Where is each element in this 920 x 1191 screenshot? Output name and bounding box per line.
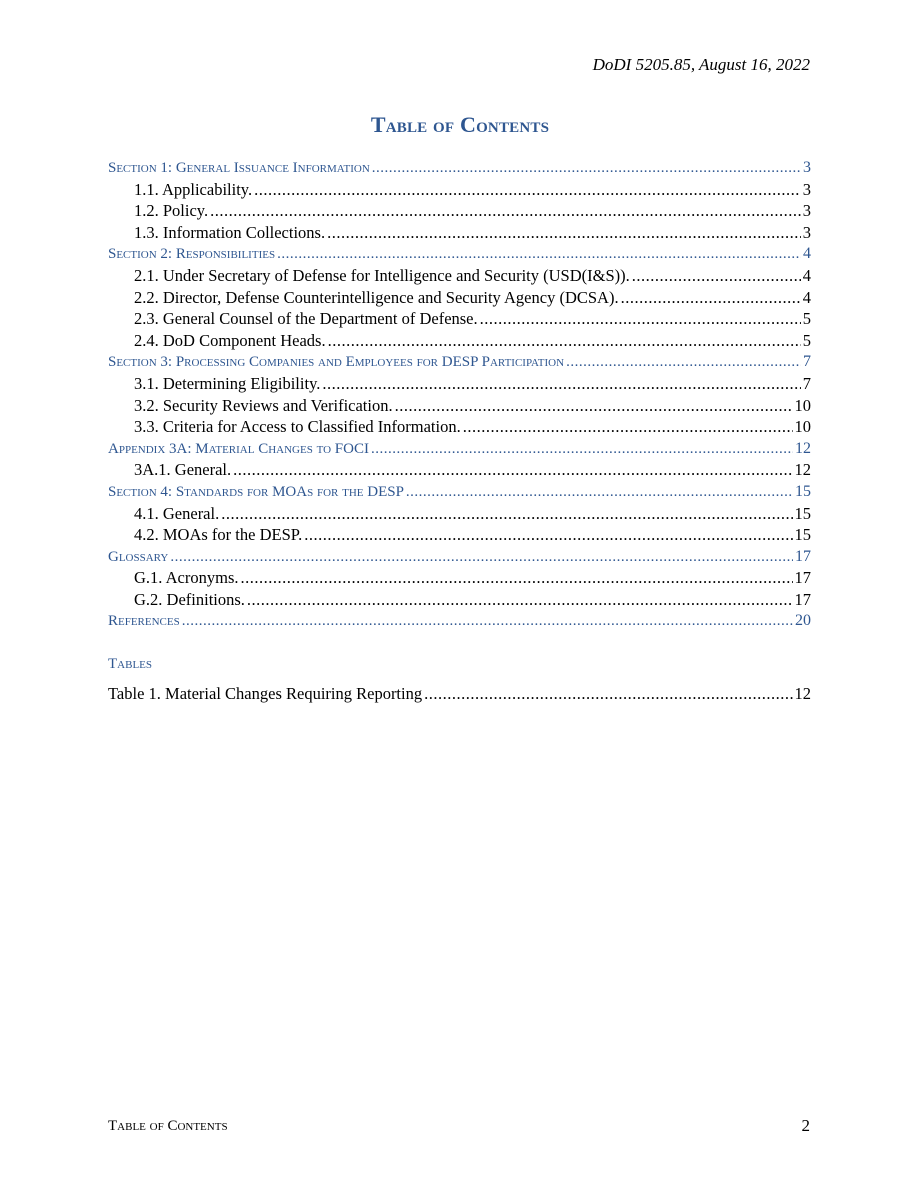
toc-subsection-link[interactable]: [108, 222, 811, 244]
dot-leader: [621, 287, 801, 309]
toc-entry-page: 3: [802, 222, 811, 242]
tables-list: [108, 683, 811, 705]
toc-entry-page: 7: [802, 373, 811, 393]
toc-entry-page: 10: [794, 417, 811, 437]
toc-entry-label: Table 1. Material Changes Requiring Reporting: [108, 684, 423, 704]
toc-entry-label: Appendix 3A: Material Changes to FOCI: [108, 440, 369, 457]
dot-leader: [322, 373, 800, 395]
toc-entry-label: 1.1. Applicability.: [134, 179, 253, 199]
toc-subsection-link[interactable]: [108, 330, 811, 352]
toc-entry-label: 3.2. Security Reviews and Verification.: [134, 395, 393, 415]
dot-leader: [254, 179, 801, 201]
dot-leader: [424, 683, 792, 705]
toc-entry-page: 3: [802, 201, 811, 221]
toc-entry-page: 17: [795, 547, 811, 565]
toc-section-link[interactable]: [108, 610, 811, 632]
dot-leader: [395, 395, 793, 417]
toc-entry-page: 12: [794, 460, 811, 480]
toc-entry-page: 15: [795, 482, 811, 500]
toc-entry-label: G.2. Definitions.: [134, 589, 245, 609]
dot-leader: [371, 439, 793, 460]
toc-entry-page: 4: [803, 245, 811, 263]
toc-subsection-link[interactable]: [108, 179, 811, 201]
toc-subsection-link[interactable]: [108, 200, 811, 222]
toc-entry-label: Section 2: Responsibilities: [108, 246, 276, 263]
toc-entry-page: 17: [794, 589, 811, 609]
toc-entry-label: 2.1. Under Secretary of Defense for Intelligence and Security (USD(I&S)).: [134, 265, 630, 285]
dot-leader: [480, 308, 801, 330]
table-of-contents: [108, 157, 811, 705]
toc-entry-page: 3: [803, 159, 811, 176]
toc-section-link[interactable]: [108, 438, 811, 460]
toc-entry-page: 15: [794, 503, 811, 523]
document-header: DoDI 5205.85, August 16, 2022: [592, 55, 810, 74]
toc-subsection-link[interactable]: [108, 459, 811, 481]
toc-subsection-link[interactable]: [108, 395, 811, 417]
toc-entry-label: 2.2. Director, Defense Counterintelligence and Security Agency (DCSA).: [134, 287, 619, 307]
toc-subsection-link[interactable]: [108, 308, 811, 330]
toc-entry-page: 17: [794, 568, 811, 588]
tables-heading: Tables: [108, 656, 152, 673]
toc-entry-label: 3A.1. General.: [134, 460, 232, 480]
toc-entry-label: Section 3: Processing Companies and Employees for DESP Participation: [108, 354, 565, 371]
dot-leader: [221, 503, 792, 525]
toc-subsection-link[interactable]: [108, 503, 811, 525]
footer-section-label: Table of Contents: [108, 1118, 228, 1134]
toc-entry-label: 2.4. DoD Component Heads.: [134, 330, 326, 350]
toc-section-link[interactable]: [108, 481, 811, 503]
toc-entry-page: 5: [802, 309, 811, 329]
dot-leader: [241, 567, 793, 589]
dot-leader: [182, 611, 793, 632]
toc-entry-page: 12: [795, 439, 811, 457]
dot-leader: [406, 482, 793, 503]
toc-subsection-link[interactable]: [108, 265, 811, 287]
dot-leader: [170, 547, 793, 568]
dot-leader: [463, 416, 793, 438]
toc-entry-label: 1.2. Policy.: [134, 201, 209, 221]
toc-entry-label: 3.1. Determining Eligibility.: [134, 373, 321, 393]
toc-subsection-link[interactable]: [108, 373, 811, 395]
toc-subsection-link[interactable]: [108, 567, 811, 589]
page-title: Table of Contents: [370, 112, 550, 137]
toc-entry-label: Section 1: General Issuance Information: [108, 160, 370, 176]
toc-entry-label: Glossary: [108, 548, 169, 565]
toc-entries: [108, 157, 811, 632]
toc-section-link[interactable]: [108, 351, 811, 373]
toc-entry-page: 4: [802, 287, 811, 307]
dot-leader: [304, 524, 792, 546]
toc-subsection-link[interactable]: [108, 524, 811, 546]
toc-entry-label: 2.3. General Counsel of the Department of Defense.: [134, 309, 478, 329]
toc-entry-label: References: [108, 613, 180, 630]
toc-entry-label: 1.3. Information Collections.: [134, 222, 326, 242]
dot-leader: [328, 330, 801, 352]
toc-entry-label: Section 4: Standards for MOAs for the DESP: [108, 483, 404, 500]
toc-entry-page: 4: [802, 265, 811, 285]
toc-subsection-link[interactable]: [108, 416, 811, 438]
toc-entry-page: 15: [794, 525, 811, 545]
dot-leader: [566, 352, 801, 373]
toc-entry-label: 4.2. MOAs for the DESP.: [134, 525, 303, 545]
toc-entry-page: 7: [803, 353, 811, 371]
dot-leader: [277, 244, 801, 265]
dot-leader: [233, 459, 792, 481]
toc-section-link[interactable]: [108, 243, 811, 265]
toc-entry-page: 10: [794, 395, 811, 415]
dot-leader: [247, 589, 793, 611]
toc-table-link[interactable]: [108, 683, 811, 705]
toc-subsection-link[interactable]: [108, 589, 811, 611]
page-number: 2: [801, 1116, 810, 1135]
toc-entry-label: G.1. Acronyms.: [134, 568, 239, 588]
dot-leader: [632, 265, 801, 287]
toc-entry-page: 20: [795, 612, 811, 630]
dot-leader: [327, 222, 801, 244]
toc-section-link[interactable]: [108, 546, 811, 568]
dot-leader: [372, 158, 801, 179]
dot-leader: [210, 200, 801, 222]
toc-section-link[interactable]: [108, 157, 811, 179]
toc-entry-page: 5: [802, 330, 811, 350]
toc-entry-label: 3.3. Criteria for Access to Classified Information.: [134, 417, 461, 437]
toc-entry-page: 3: [802, 179, 811, 199]
toc-entry-page: 12: [794, 684, 811, 704]
toc-entry-label: 4.1. General.: [134, 503, 220, 523]
toc-subsection-link[interactable]: [108, 287, 811, 309]
